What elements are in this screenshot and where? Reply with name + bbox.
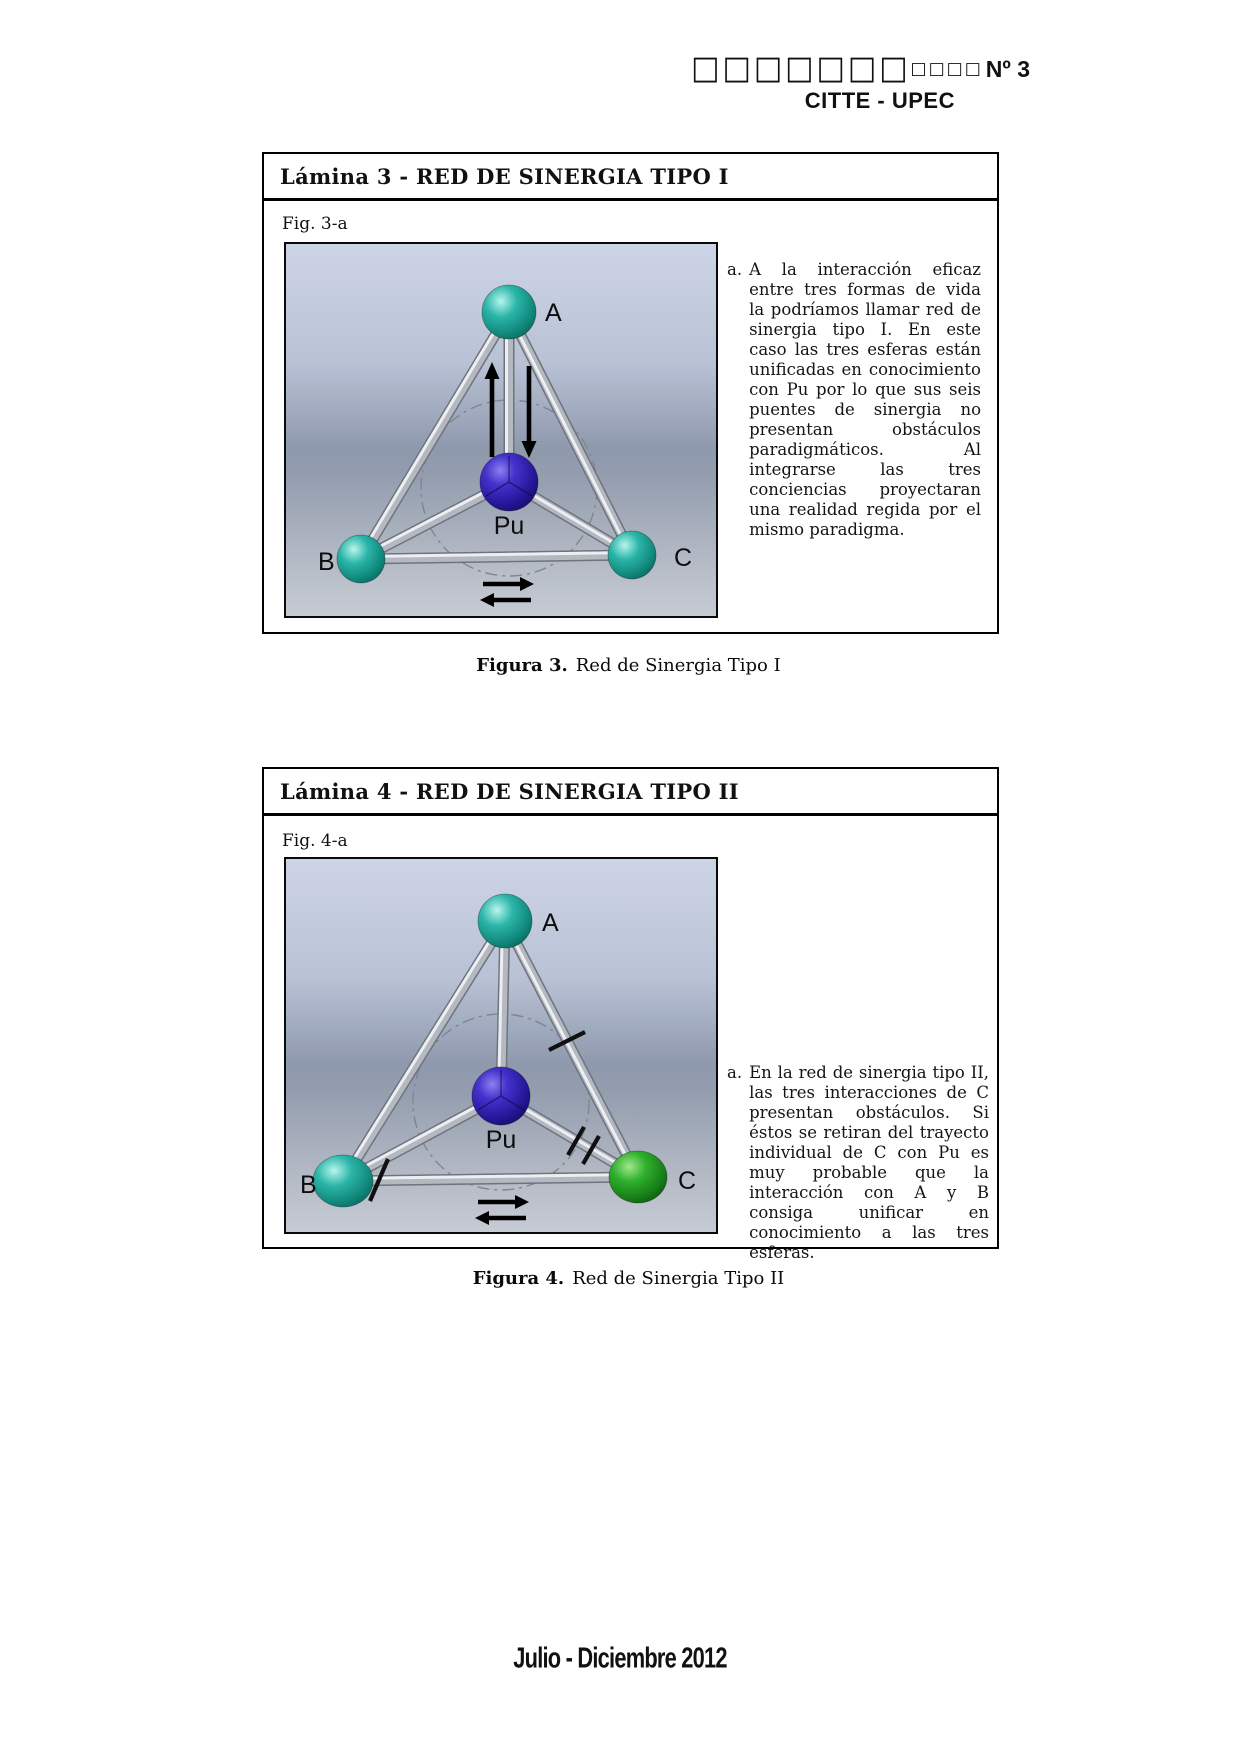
sphere-a (482, 285, 536, 339)
lamina-4-panel (262, 767, 999, 1262)
fig-label: Fig. 4-a (282, 831, 348, 851)
note-text: En la red de sinergia tipo II, las tres interacciones de C presentan obstáculos. Si éstos se retiran del trayecto individual de C con Pu es muy probable que la interacción con A y B consiga unificar en conocimiento a las tres esferas. (749, 1063, 989, 1262)
note-marker: a. (727, 1063, 743, 1082)
label-pu: Pu (493, 512, 525, 540)
sphere-a (478, 894, 532, 948)
figure-3a-image (284, 242, 718, 618)
caption-text: Red de Sinergia Tipo II (572, 1268, 785, 1289)
footer-date: Julio - Diciembre 2012 (513, 1641, 727, 1674)
header-issue-line (691, 49, 1030, 88)
lamina-3-panel (262, 152, 999, 634)
missing-glyph-boxes-large: □□□□□□□ (691, 49, 911, 88)
synergy-diagram-tipo-2 (286, 859, 716, 1232)
panel-title: Lámina 3 - RED DE SINERGIA TIPO I (264, 154, 997, 201)
caption-number: Figura 3. (476, 655, 568, 676)
synergy-diagram-tipo-1 (286, 244, 716, 616)
figure-3-caption (262, 655, 995, 676)
label-a: A (545, 299, 562, 327)
caption-text: Red de Sinergia Tipo I (575, 655, 781, 676)
figure-note (727, 1063, 989, 1263)
label-c: C (674, 544, 693, 572)
sphere-b (313, 1155, 373, 1207)
header-organization: CITTE - UPEC (804, 88, 955, 113)
figure-4a-image (284, 857, 718, 1234)
sphere-c (608, 531, 656, 579)
caption-number: Figura 4. (472, 1268, 565, 1289)
sphere-b (337, 535, 385, 583)
missing-glyph-boxes-small: □□□□ (910, 58, 983, 79)
tube-b-c (343, 1175, 638, 1182)
sphere-c (609, 1151, 667, 1203)
fig-label: Fig. 3-a (282, 214, 348, 234)
label-c: C (678, 1167, 697, 1195)
label-pu: Pu (485, 1126, 517, 1154)
note-marker: a. (727, 260, 743, 279)
label-a: A (542, 909, 559, 937)
figure-note (727, 260, 981, 540)
tube-b-c (361, 553, 632, 560)
issue-number: Nº 3 (985, 55, 1030, 82)
label-b: B (300, 1171, 317, 1199)
label-b: B (318, 548, 335, 576)
note-text: A la interacción eficaz entre tres formas de vida la podríamos llamar red de sinergia tipo I. En este caso las tres esferas están unificadas en conocimiento con Pu por lo que sus seis puentes de sinergia no presentan obstáculos paradigmáticos. Al integrarse las tres conciencias proyectaran una realidad regida por el mismo paradigma. (749, 260, 981, 539)
panel-title: Lámina 4 - RED DE SINERGIA TIPO II (264, 769, 997, 816)
figure-4-caption (262, 1268, 995, 1289)
